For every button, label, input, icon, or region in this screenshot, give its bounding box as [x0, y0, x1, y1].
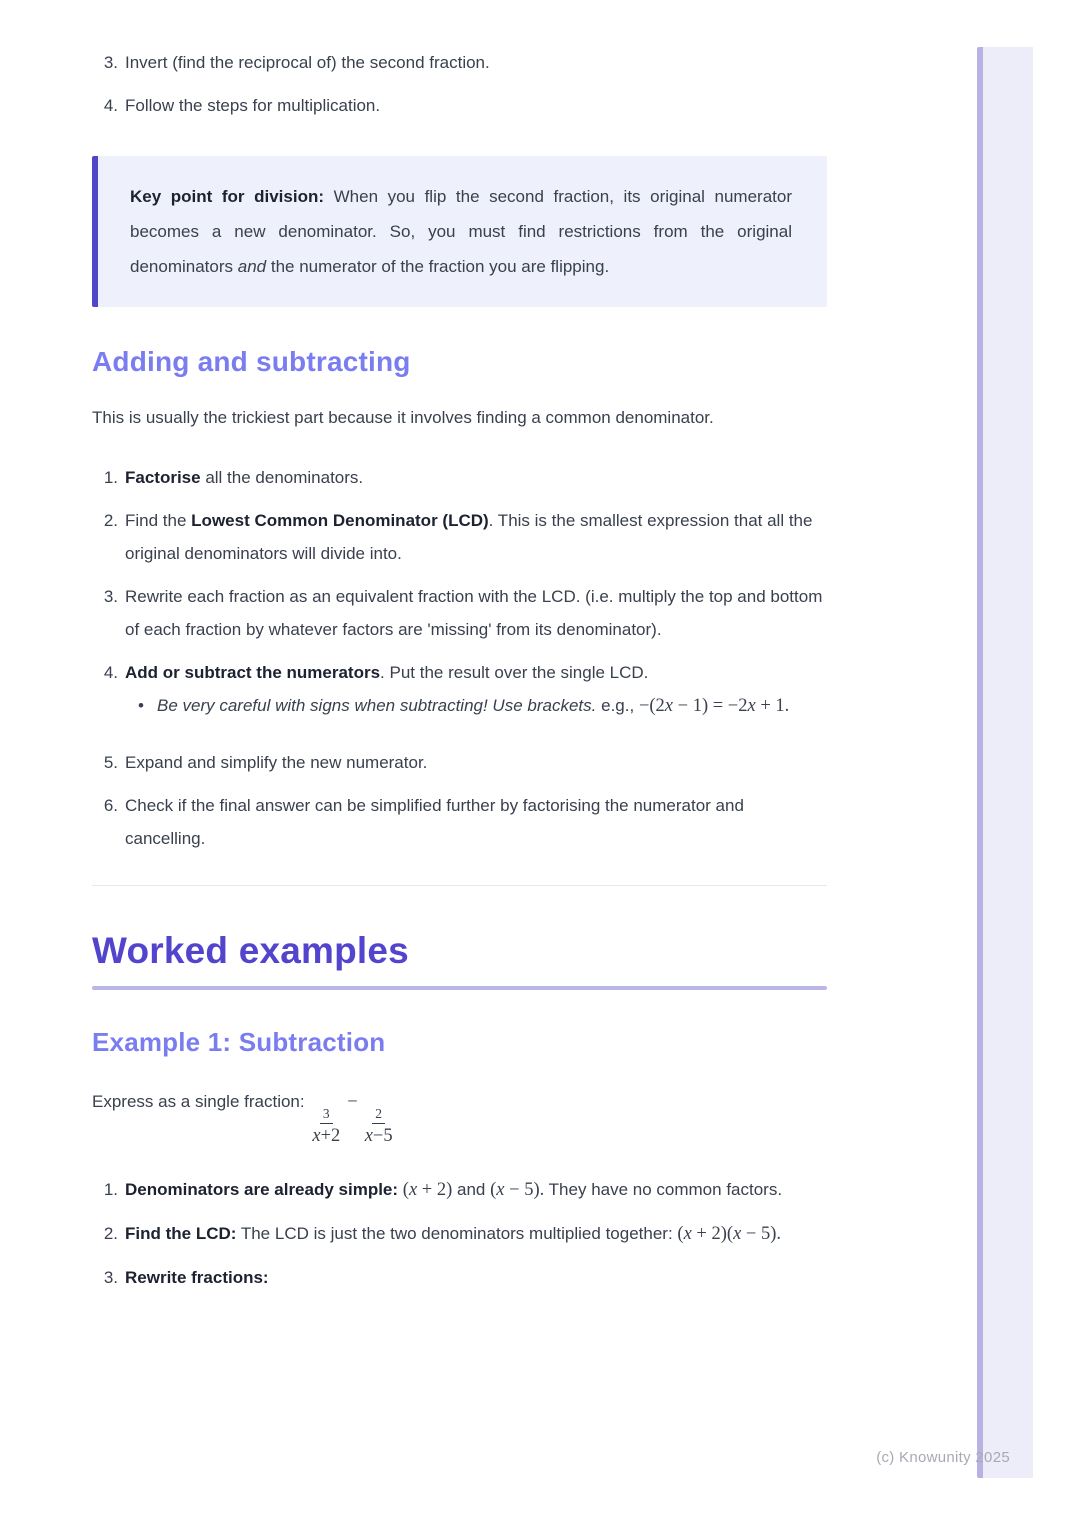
page-heading-worked-examples: Worked examples [92, 930, 409, 971]
list-item [92, 46, 827, 79]
list-item [92, 1217, 827, 1251]
list-number: 1. [103, 468, 118, 487]
list-number: 2. [103, 1224, 118, 1244]
example-steps-list [92, 1173, 827, 1294]
bold-term: Find the LCD: [125, 1224, 237, 1244]
division-steps-list [92, 46, 827, 122]
list-number: 3. [103, 587, 118, 606]
minus-operator: − [347, 1092, 358, 1112]
fraction-2 [364, 1106, 394, 1147]
item-text: The LCD is just the two denominators multiplied together: [240, 1224, 673, 1244]
list-item-text [125, 1173, 827, 1207]
math-expression: (x − 5). [490, 1180, 545, 1201]
list-item-text [125, 656, 827, 736]
callout-lead: Key point for division: [130, 187, 325, 206]
bold-term: Denominators are already simple: [125, 1180, 399, 1200]
item-text: all the denominators. [200, 468, 364, 487]
list-item-text [125, 461, 827, 494]
list-number: 3. [103, 1268, 118, 1288]
list-item [92, 656, 827, 736]
list-item [92, 504, 827, 570]
fraction-denominator: x−5 [364, 1125, 393, 1146]
item-text: Find the [125, 511, 187, 530]
fraction-numerator: 2 [372, 1106, 385, 1124]
list-item [92, 789, 827, 855]
example-problem-statement [92, 1082, 827, 1147]
fraction-numerator: 3 [320, 1106, 333, 1124]
math-expression: (x + 2) [402, 1180, 453, 1201]
list-item-text [125, 1261, 827, 1294]
list-number: 3. [103, 53, 118, 72]
list-item-text: Check if the final answer can be simplified further by factorising the numerator and cancelling. [125, 796, 744, 848]
item-text: and [457, 1180, 486, 1200]
math-expression: (x + 2)(x − 5). [677, 1224, 782, 1245]
adding-steps-list [92, 461, 827, 855]
list-number: 1. [103, 1180, 118, 1200]
list-item-text: Rewrite each fraction as an equivalent fraction with the LCD. (i.e. multiply the top and bottom of each fraction by whatever factors are 'missing' from its denominator). [125, 587, 823, 639]
item-text: . Put the result over the single LCD. [380, 663, 649, 682]
sub-bullet-list [131, 689, 827, 723]
callout-text: the numerator of the fraction you are flipping. [270, 257, 610, 276]
list-number: 2. [103, 511, 118, 530]
list-number: 4. [103, 663, 118, 682]
callout-text: When you flip the second fraction, its original numerator becomes a new denominator. So, you must find restrictions from the original denominators [130, 187, 792, 276]
bold-term: Lowest Common Denominator (LCD) [191, 511, 489, 530]
bullet-marker: • [138, 696, 144, 715]
list-item-text [125, 1217, 827, 1251]
item-text: They have no common factors. [548, 1180, 783, 1200]
next-page-edge [977, 47, 1033, 1478]
bold-term: Add or subtract the numerators [125, 663, 381, 682]
key-point-callout [92, 156, 827, 307]
example-1-heading: Example 1: Subtraction [92, 1027, 386, 1057]
document-content [92, 0, 827, 1294]
list-item [92, 746, 827, 779]
italic-warning: Be very careful with signs when subtracting! Use brackets. [157, 696, 597, 715]
fraction-denominator: x+2 [312, 1125, 341, 1146]
math-expression: −(2x − 1) = −2x + 1. [638, 696, 790, 716]
item-text: e.g., [601, 696, 635, 715]
section-divider [92, 885, 827, 886]
fraction-1 [311, 1106, 341, 1147]
list-item-text: Invert (find the reciprocal of) the second fraction. [125, 53, 490, 72]
list-item-text: Expand and simplify the new numerator. [125, 753, 428, 772]
list-item [92, 1261, 827, 1294]
problem-lead: Express as a single fraction: [92, 1092, 305, 1111]
copyright-watermark: (c) Knowunity 2025 [876, 1449, 1010, 1466]
list-item [92, 461, 827, 494]
list-item [92, 89, 827, 122]
list-item-text: Follow the steps for multiplication. [125, 96, 381, 115]
bold-term: Factorise [125, 468, 201, 487]
bold-term: Rewrite fractions: [125, 1268, 269, 1288]
callout-italic-word: and [237, 257, 267, 276]
list-item [92, 580, 827, 646]
item-text: . This is the smallest expression that all the original denominators will divide into. [125, 511, 813, 563]
list-number: 5. [103, 753, 118, 772]
list-item-text [125, 504, 827, 570]
list-item [92, 1173, 827, 1207]
section-intro-paragraph: This is usually the trickiest part because it involves finding a common denominator. [92, 408, 714, 427]
list-number: 4. [103, 96, 118, 115]
sub-bullet-text [157, 689, 789, 723]
section-heading-adding-subtracting: Adding and subtracting [92, 346, 411, 377]
sub-bullet-item [131, 689, 827, 723]
heading-underline [92, 986, 827, 990]
list-number: 6. [103, 796, 118, 815]
